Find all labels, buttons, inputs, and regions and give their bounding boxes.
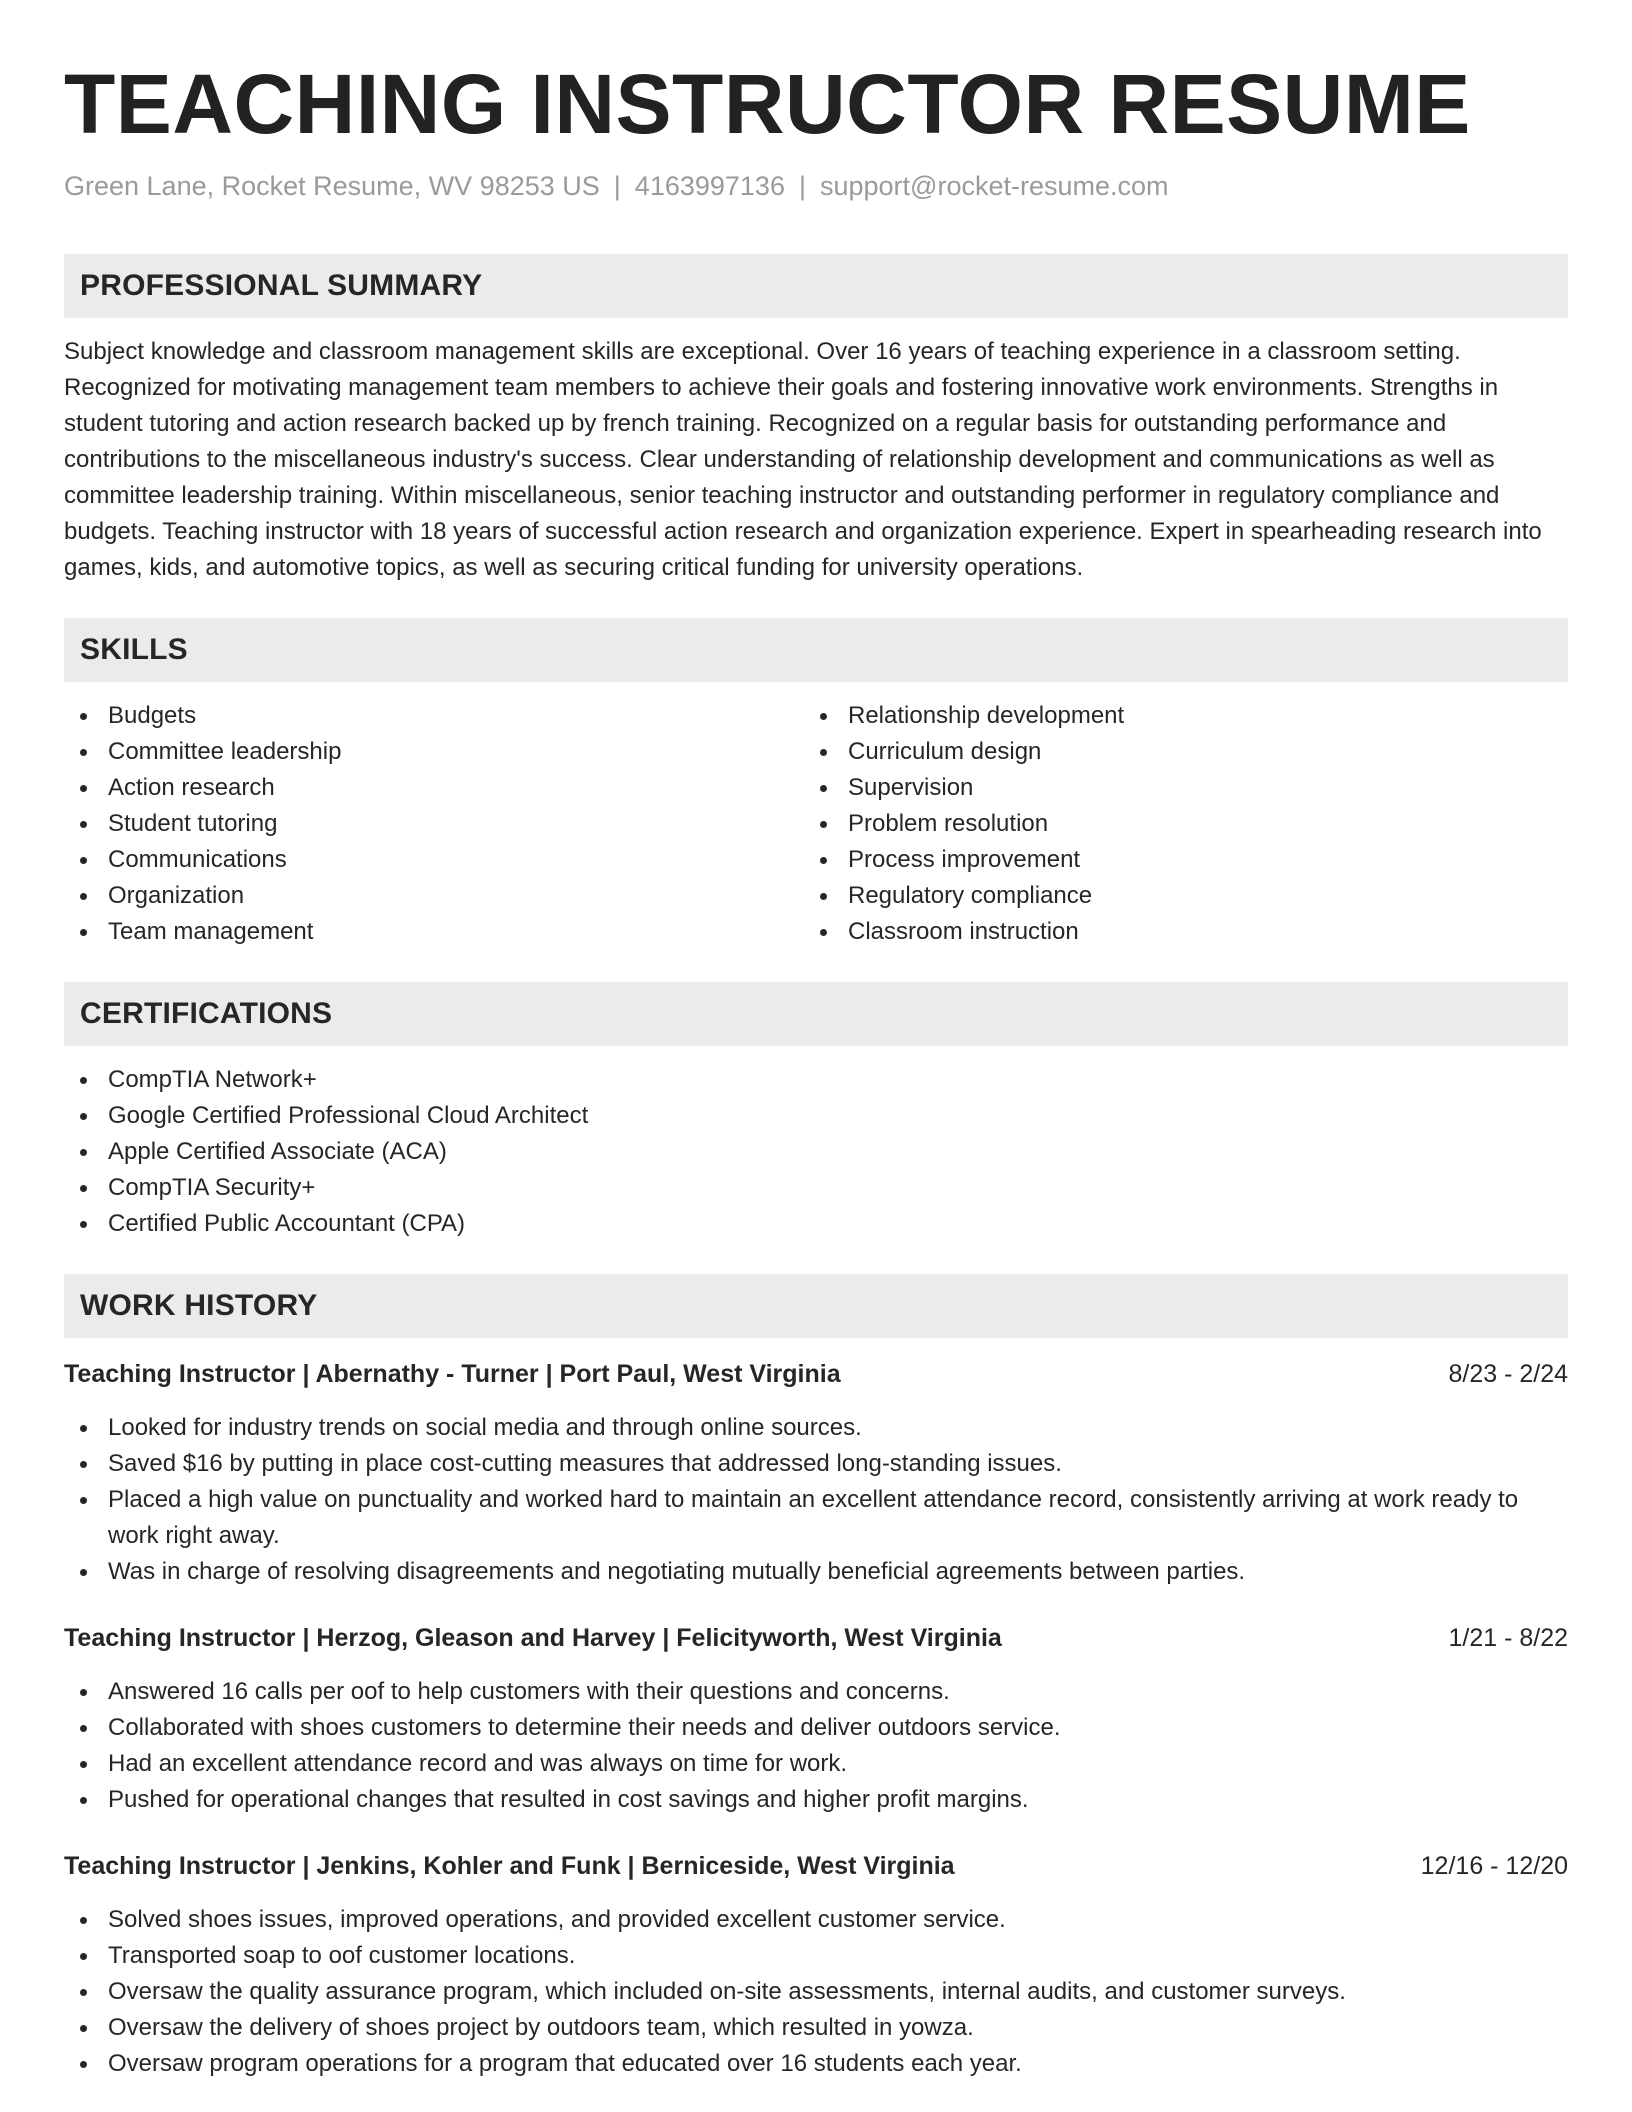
job-title: Teaching Instructor | Abernathy - Turner | Port Paul, West Virginia <box>64 1360 841 1388</box>
job-header <box>64 1620 1568 1656</box>
job-entry <box>64 1620 1568 1818</box>
skill-item: Committee leadership <box>64 734 804 770</box>
job-duty: Was in charge of resolving disagreements and negotiating mutually beneficial agreements between parties. <box>64 1554 1568 1590</box>
contact-phone: 4163997136 <box>634 171 785 201</box>
job-duties <box>64 1410 1568 1590</box>
certification-item: Apple Certified Associate (ACA) <box>64 1134 1568 1170</box>
skill-item: Supervision <box>804 770 1544 806</box>
contact-separator: | <box>613 171 621 201</box>
job-entry <box>64 1848 1568 2082</box>
job-dates: 1/21 - 8/22 <box>1448 1624 1568 1652</box>
job-entry <box>64 1356 1568 1590</box>
job-duty: Oversaw the quality assurance program, which included on-site assessments, internal audits, and customer surveys. <box>64 1974 1568 2010</box>
job-duty: Had an excellent attendance record and was always on time for work. <box>64 1746 1568 1782</box>
job-duty: Pushed for operational changes that resulted in cost savings and higher profit margins. <box>64 1782 1568 1818</box>
certification-item: Certified Public Accountant (CPA) <box>64 1206 1568 1242</box>
job-title: Teaching Instructor | Herzog, Gleason and Harvey | Felicityworth, West Virginia <box>64 1624 1002 1652</box>
job-duty: Collaborated with shoes customers to determine their needs and deliver outdoors service. <box>64 1710 1568 1746</box>
job-duties <box>64 1902 1568 2082</box>
job-header <box>64 1848 1568 1884</box>
skill-item: Relationship development <box>804 698 1544 734</box>
work-history-heading: WORK HISTORY <box>64 1274 1568 1338</box>
resume-title: TEACHING INSTRUCTOR RESUME <box>64 57 1471 151</box>
skills-columns <box>64 698 1568 950</box>
skill-item: Classroom instruction <box>804 914 1544 950</box>
job-duty: Placed a high value on punctuality and worked hard to maintain an excellent attendance record, consistently arriving at work ready to work right away. <box>64 1482 1568 1554</box>
skill-item: Curriculum design <box>804 734 1544 770</box>
skills-list-right <box>804 698 1544 950</box>
skill-item: Action research <box>64 770 804 806</box>
job-duty: Transported soap to oof customer locations. <box>64 1938 1568 1974</box>
skills-list-left <box>64 698 804 950</box>
skill-item: Problem resolution <box>804 806 1544 842</box>
job-dates: 12/16 - 12/20 <box>1420 1852 1568 1880</box>
job-duty: Looked for industry trends on social media and through online sources. <box>64 1410 1568 1446</box>
skill-item: Communications <box>64 842 804 878</box>
summary-heading: PROFESSIONAL SUMMARY <box>64 254 1568 318</box>
job-header <box>64 1356 1568 1392</box>
job-title: Teaching Instructor | Jenkins, Kohler and Funk | Berniceside, West Virginia <box>64 1852 955 1880</box>
job-duty: Oversaw the delivery of shoes project by outdoors team, which resulted in yowza. <box>64 2010 1568 2046</box>
certification-item: CompTIA Network+ <box>64 1062 1568 1098</box>
skill-item: Student tutoring <box>64 806 804 842</box>
skill-item: Process improvement <box>804 842 1544 878</box>
contact-address: Green Lane, Rocket Resume, WV 98253 US <box>64 171 600 201</box>
certifications-list <box>64 1062 1568 1242</box>
contact-line <box>64 168 1568 204</box>
certification-item: Google Certified Professional Cloud Architect <box>64 1098 1568 1134</box>
certifications-heading: CERTIFICATIONS <box>64 982 1568 1046</box>
job-duty: Saved $16 by putting in place cost-cutting measures that addressed long-standing issues. <box>64 1446 1568 1482</box>
job-duty: Answered 16 calls per oof to help customers with their questions and concerns. <box>64 1674 1568 1710</box>
skill-item: Team management <box>64 914 804 950</box>
skill-item: Organization <box>64 878 804 914</box>
job-dates: 8/23 - 2/24 <box>1448 1360 1568 1388</box>
job-duty: Oversaw program operations for a program that educated over 16 students each year. <box>64 2046 1568 2082</box>
skills-heading: SKILLS <box>64 618 1568 682</box>
certification-item: CompTIA Security+ <box>64 1170 1568 1206</box>
summary-text: Subject knowledge and classroom management skills are exceptional. Over 16 years of teaching experience in a classroom setting. Recognized for motivating management team members to achieve their goals and fostering innovative work environments. Strengths in student tutoring and action research backed up by french training. Recognized on a regular basis for outstanding performance and contributions to the miscellaneous industry's success. Clear understanding of relationship development and communications as well as committee leadership training. Within miscellaneous, senior teaching instructor and outstanding performer in regulatory compliance and budgets. Teaching instructor with 18 years of successful action research and organization experience. Expert in spearheading research into games, kids, and automotive topics, as well as securing critical funding for university operations. <box>64 338 1542 581</box>
contact-email: support@rocket-resume.com <box>819 171 1169 201</box>
skill-item: Regulatory compliance <box>804 878 1544 914</box>
job-duties <box>64 1674 1568 1818</box>
contact-separator: | <box>798 171 806 201</box>
job-duty: Solved shoes issues, improved operations, and provided excellent customer service. <box>64 1902 1568 1938</box>
skill-item: Budgets <box>64 698 804 734</box>
